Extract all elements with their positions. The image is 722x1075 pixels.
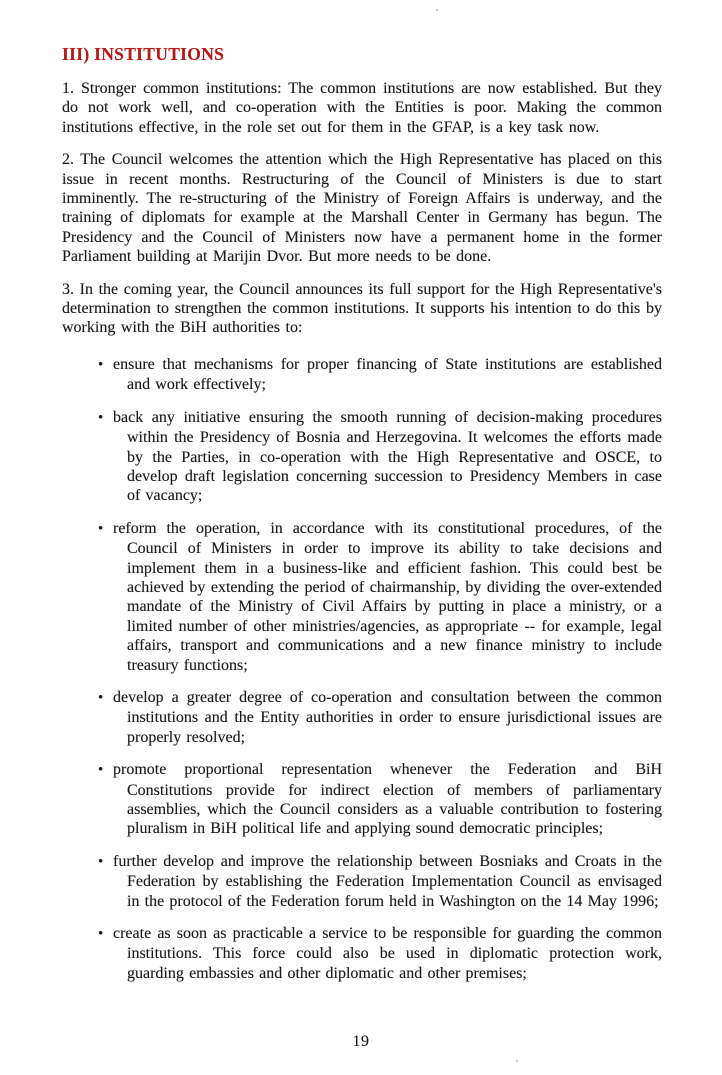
bullet-icon: • xyxy=(98,762,104,779)
bullet-icon: • xyxy=(98,520,104,537)
bullet-icon: • xyxy=(98,409,104,426)
section-heading: III) INSTITUTIONS xyxy=(62,44,225,64)
list-item-text: create as soon as practicable a service to be responsible for guarding the common institutions. This force could also be used in diplomatic protection work, guarding embassies and other diplomatic and other premises; xyxy=(113,925,662,982)
list-item-text: ensure that mechanisms for proper financing of State institutions are established and work effectively; xyxy=(113,355,662,394)
page-number: 19 xyxy=(352,1033,370,1050)
bullet-list xyxy=(62,355,662,983)
scan-speck xyxy=(436,9,438,11)
list-item xyxy=(62,852,662,911)
list-item-text: further develop and improve the relationship between Bosniaks and Croats in the Federation by establishing the Federation Implementation Council as envisaged in the protocol of the Federation forum held in Washington on the 14 May 1996; xyxy=(113,852,662,910)
list-item xyxy=(62,519,662,675)
bullet-icon: • xyxy=(98,356,104,373)
list-item xyxy=(62,408,662,506)
paragraph-2: 2. The Council welcomes the attention which the High Representative has placed on this issue in recent months. Restructuring of the Council of Ministers is due to start imminently. The re-structuring of the Ministry of Foreign Affairs is underway, and the training of diplomats for example at the Marshall Center in Germany has begun. The Presidency and the Council of Ministers now have a permanent home in the former Parliament building at Marijin Dvor. But more needs to be done. xyxy=(62,151,662,266)
list-item xyxy=(62,688,662,747)
list-item-text: reform the operation, in accordance with its constitutional procedures, of the Council of Ministers in order to improve its ability to take decisions and implement them in a business-like and efficient fashion. This could best be achieved by extending the period of chairmanship, by dividing the over-extended mandate of the Ministry of Civil Affairs by putting in place a ministry, or a limited number of other ministries/agencies, as appropriate -- for example, legal affairs, transport and communications and a new finance ministry to include treasury functions; xyxy=(113,519,662,674)
list-item xyxy=(62,760,662,839)
list-item-text: promote proportional representation whenever the Federation and BiH Constitutions provide for indirect election of members of parliamentary assemblies, which the Council considers as a valuable contribution to fostering pluralism in BiH political life and applying sound democratic principles; xyxy=(113,761,662,838)
scan-speck xyxy=(516,1060,518,1062)
list-item-text: develop a greater degree of co-operation and consultation between the common institutions and the Entity authorities in order to ensure jurisdictional issues are properly resolved; xyxy=(113,688,662,746)
list-item xyxy=(62,924,662,983)
page-content xyxy=(62,44,662,996)
bullet-icon: • xyxy=(98,689,104,706)
list-item xyxy=(62,355,662,395)
bullet-icon: • xyxy=(98,926,104,943)
paragraph-3: 3. In the coming year, the Council announces its full support for the High Representative's determination to strengthen the common institutions. It supports his intention to do this by working with the BiH authorities to: xyxy=(62,280,662,337)
paragraph-1: 1. Stronger common institutions: The common institutions are now established. But they do not work well, and co-operation with the Entities is poor. Making the common institutions effective, in the role set out for them in the GFAP, is a key task now. xyxy=(62,80,662,136)
bullet-icon: • xyxy=(98,853,104,870)
list-item-text: back any initiative ensuring the smooth running of decision-making procedures within the Presidency of Bosnia and Herzegovina. It welcomes the efforts made by the Parties, in co-operation with the High Representative and OSCE, to develop draft legislation concerning succession to Presidency Members in case of vacancy; xyxy=(113,408,662,505)
